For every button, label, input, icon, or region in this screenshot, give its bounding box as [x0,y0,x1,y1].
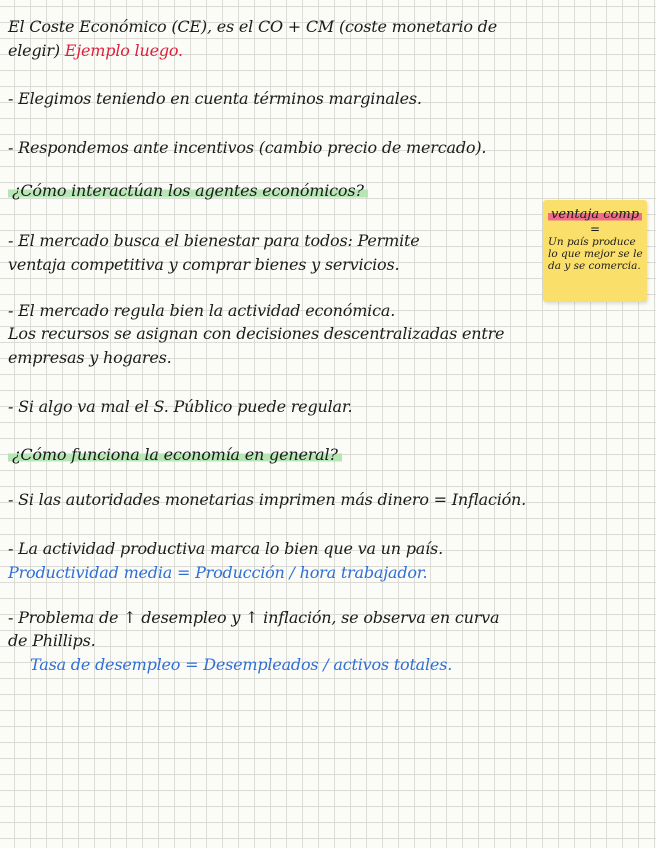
note-line-productividad: Productividad media = Producción / hora trabajador. [8,563,428,582]
sticky-note[interactable] [543,200,647,302]
note-line-ventaja: ventaja competitiva y comprar bienes y servicios. [8,255,400,274]
note-line-elegir [8,40,648,61]
heading-economia [8,444,648,465]
note-line-phillips: - Problema de ↑ desempleo y ↑ inflación, se observa en curva [8,608,500,627]
heading-economia-text: ¿Cómo funciona la economía en general? [8,445,342,464]
note-red-ejemplo: Ejemplo luego. [64,41,183,60]
sticky-note-title [543,207,647,223]
note-line-coste-economico: El Coste Económico (CE), es el CO + CM (coste monetario de [8,17,497,36]
note-line-phillips-2: de Phillips. [8,631,96,650]
note-line-tasa-desempleo: Tasa de desempleo = Desempleados / activos totales. [30,655,453,674]
note-line-regula: - El mercado regula bien la actividad económica. [8,301,396,320]
sticky-note-body: Un país produce lo que mejor se le da y se comercia. [548,236,643,272]
note-line-inflacion: - Si las autoridades monetarias imprimen más dinero = Inflación. [8,490,527,509]
note-text-elegir: elegir) [8,41,60,60]
sticky-note-title-text: ventaja comp [548,207,642,222]
note-line-empresas: empresas y hogares. [8,348,172,367]
note-line-productiva: - La actividad productiva marca lo bien que va un país. [8,539,443,558]
note-line-recursos: Los recursos se asignan con decisiones descentralizadas entre [8,324,505,343]
heading-interaccion-text: ¿Cómo interactúan los agentes económicos? [8,181,368,200]
heading-interaccion [8,180,648,201]
note-line-bienestar: - El mercado busca el bienestar para todos: Permite [8,231,420,250]
note-line-sector-publico: - Si algo va mal el S. Público puede regular. [8,397,353,416]
note-line-incentivos: - Respondemos ante incentivos (cambio precio de mercado). [8,138,487,157]
sticky-note-equals: = [589,222,601,236]
note-line-marginales: - Elegimos teniendo en cuenta términos marginales. [8,89,422,108]
